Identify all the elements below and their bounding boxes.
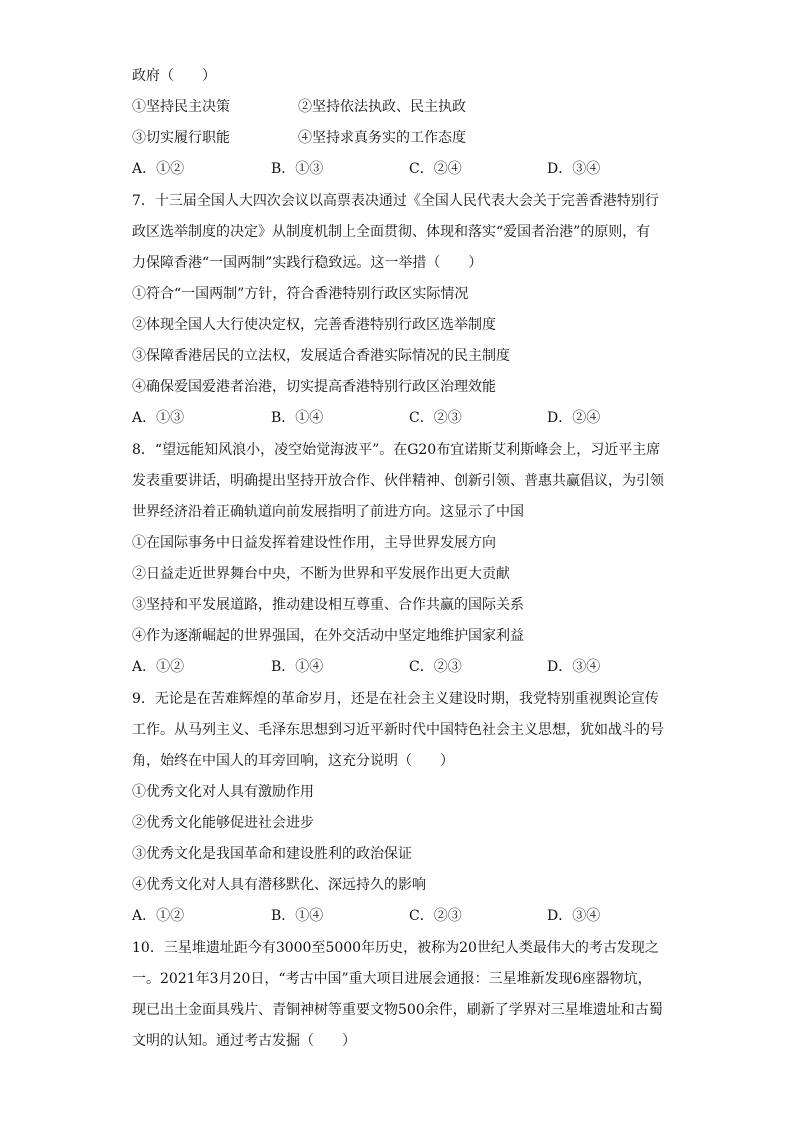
q6-option-a: A．①② (132, 161, 185, 177)
q9-option-b: B．①④ (271, 908, 324, 924)
q7-statement-2: ②体现全国人大行使决定权，完善香港特别行政区选举制度 (132, 317, 496, 333)
q10-stem-line-4: 文明的认知。通过考古发掘（ ） (132, 1033, 356, 1049)
q7-option-b: B．①④ (271, 410, 324, 426)
q7-statement-3: ③保障香港居民的立法权，发展适合香港实际情况的民主制度 (132, 348, 510, 364)
q6-option-b: B．①③ (271, 161, 324, 177)
q8-stem-line-2: 发表重要讲话，明确提出坚持开放合作、伙伴精神、创新引领、普惠共赢倡议，为引领 (132, 473, 664, 489)
q9-option-a: A．①② (132, 908, 185, 924)
q8-stem-line-3: 世界经济沿着正确轨道向前发展指明了前进方向。这显示了中国 (132, 504, 524, 520)
q7-option-d: D．②④ (547, 410, 601, 426)
q6-statement-2: ②坚持依法执政、民主执政 (298, 99, 466, 115)
q10-stem-line-2: 一。2021年3月20日，“考古中国”重大项目进展会通报：三星堆新发现6座器物坑， (132, 971, 652, 987)
q7-statement-4: ④确保爱国爱港者治港，切实提高香港特别行政区治理效能 (132, 379, 496, 395)
q7-stem-line-3: 力保障香港“一国两制”实践行稳致远。这一举措（ ） (132, 255, 483, 271)
q6-statement-1: ①坚持民主决策 (132, 99, 230, 115)
q9-statement-1: ①优秀文化对人具有激励作用 (132, 784, 314, 800)
q8-option-a: A．①② (132, 659, 185, 675)
q8-option-b: B．①④ (271, 659, 324, 675)
q8-statement-2: ②日益走近世界舞台中央，不断为世界和平发展作出更大贡献 (132, 566, 510, 582)
q9-statement-3: ③优秀文化是我国革命和建设胜利的政治保证 (132, 846, 412, 862)
q9-option-d: D．③④ (547, 908, 601, 924)
q6-option-d: D．③④ (547, 161, 601, 177)
q8-statement-1: ①在国际事务中日益发挥着建设性作用，主导世界发展方向 (132, 535, 496, 551)
q9-stem-line-1: 9．无论是在苦难辉煌的革命岁月，还是在社会主义建设时期，我党特别重视舆论宣传 (132, 691, 659, 707)
q6-option-c: C．②④ (409, 161, 462, 177)
q10-stem-line-1: 10．三星堆遗址距今有3000至5000年历史，被称为20世纪人类最伟大的考古发现之 (132, 940, 659, 956)
q7-option-a: A．①③ (132, 410, 185, 426)
q7-stem-line-1: 7．十三届全国人大四次会议以高票表决通过《全国人民代表大会关于完善香港特别行 (132, 193, 659, 209)
q8-stem-line-1: 8．“望远能知风浪小，凌空始觉海波平”。在G20布宜诺斯艾利斯峰会上，习近平主席 (132, 442, 661, 458)
q8-statement-4: ④作为逐渐崛起的世界强国，在外交活动中坚定地维护国家利益 (132, 628, 524, 644)
q10-stem-line-3: 现已出土金面具残片、青铜神树等重要文物500余件，刷新了学界对三星堆遗址和古蜀 (132, 1002, 663, 1018)
q8-option-d: D．③④ (547, 659, 601, 675)
q6-statement-4: ④坚持求真务实的工作态度 (298, 130, 466, 146)
q7-stem-line-2: 政区选举制度的决定》从制度机制上全面贯彻、体现和落实“爱国者治港”的原则，有 (132, 224, 651, 240)
q8-statement-3: ③坚持和平发展道路，推动建设相互尊重、合作共赢的国际关系 (132, 597, 524, 613)
q9-stem-line-2: 工作。从马列主义、毛泽东思想到习近平新时代中国特色社会主义思想，犹如战斗的号 (132, 722, 664, 738)
q9-stem-line-3: 角，始终在中国人的耳旁回响，这充分说明（ ） (132, 753, 454, 769)
q9-option-c: C．②③ (409, 908, 462, 924)
q7-statement-1: ①符合“一国两制”方针，符合香港特别行政区实际情况 (132, 286, 469, 302)
q9-statement-2: ②优秀文化能够促进社会进步 (132, 815, 314, 831)
q7-option-c: C．②③ (409, 410, 462, 426)
q9-statement-4: ④优秀文化对人具有潜移默化、深远持久的影响 (132, 877, 426, 893)
q8-option-c: C．②③ (409, 659, 462, 675)
q6-statement-3: ③切实履行职能 (132, 130, 230, 146)
q6-stem-tail: 政府（ ） (132, 68, 216, 84)
